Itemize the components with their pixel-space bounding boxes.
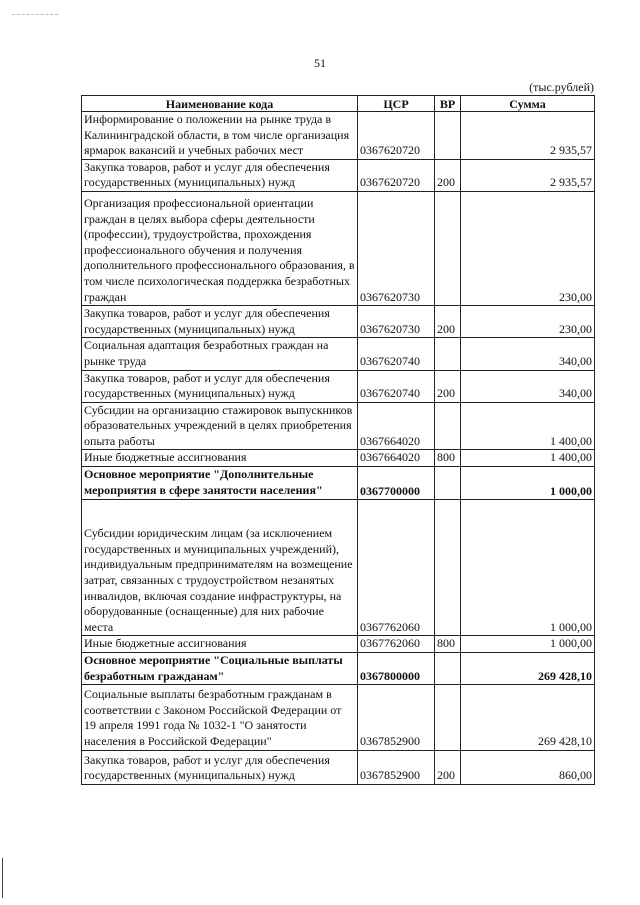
row-name: Закупка товаров, работ и услуг для обеспечения государственных (муниципальных) нужд <box>82 306 358 338</box>
row-sum: 230,00 <box>461 191 595 305</box>
scan-artifact-top <box>12 14 58 15</box>
row-csr: 0367852900 <box>358 685 435 750</box>
row-vr <box>435 112 461 160</box>
table-row <box>82 750 595 784</box>
row-sum: 1 400,00 <box>461 402 595 450</box>
row-name-text: Организация профессиональной ориентации граждан в целях выбора сферы деятельности (профессии), трудоустройства, прохождения профессионального обучения и получения дополнительного профессионального образования, в том числе психологическая поддержка безработных граждан <box>84 195 355 304</box>
header-vr: ВР <box>435 96 461 112</box>
table-row <box>82 191 595 305</box>
row-sum: 860,00 <box>461 750 595 784</box>
row-csr: 0367800000 <box>358 653 435 685</box>
row-vr <box>435 338 461 370</box>
row-csr: 0367700000 <box>358 467 435 500</box>
table-row <box>82 450 595 467</box>
row-csr: 0367620730 <box>358 191 435 305</box>
row-vr <box>435 653 461 685</box>
row-vr <box>435 402 461 450</box>
row-name: Социальные выплаты безработным гражданам в соответствии с Законом Российской Федерации от 19 апреля 1991 года № 1032-1 "О занятости населения в Российской Федерации" <box>82 685 358 750</box>
row-sum: 1 400,00 <box>461 450 595 467</box>
table-row <box>82 685 595 750</box>
row-sum: 230,00 <box>461 306 595 338</box>
row-name: Закупка товаров, работ и услуг для обеспечения государственных (муниципальных) нужд <box>82 159 358 191</box>
table-row <box>82 370 595 402</box>
row-vr: 800 <box>435 636 461 653</box>
header-name: Наименование кода <box>82 96 358 112</box>
row-sum: 269 428,10 <box>461 653 595 685</box>
table-row <box>82 338 595 370</box>
row-name: Основное мероприятие "Дополнительные мероприятия в сфере занятости населения" <box>82 467 358 500</box>
table-row <box>82 500 595 636</box>
table-row-section <box>82 653 595 685</box>
row-name: Закупка товаров, работ и услуг для обеспечения государственных (муниципальных) нужд <box>82 750 358 784</box>
header-sum: Сумма <box>461 96 595 112</box>
row-vr: 200 <box>435 159 461 191</box>
row-name <box>82 191 358 305</box>
row-csr: 0367762060 <box>358 636 435 653</box>
row-vr <box>435 191 461 305</box>
page-number: 51 <box>314 56 326 70</box>
row-sum: 1 000,00 <box>461 467 595 500</box>
table-row <box>82 306 595 338</box>
row-vr <box>435 500 461 636</box>
row-name: Основное мероприятие "Социальные выплаты безработным гражданам" <box>82 653 358 685</box>
row-name: Субсидии на организацию стажировок выпускников образовательных учреждений в целях приобретения опыта работы <box>82 402 358 450</box>
row-sum: 2 935,57 <box>461 159 595 191</box>
row-csr: 0367620720 <box>358 112 435 160</box>
header-csr: ЦСР <box>358 96 435 112</box>
units-label: (тыс.рублей) <box>529 80 594 94</box>
table-row <box>82 636 595 653</box>
row-csr: 0367620730 <box>358 306 435 338</box>
row-vr <box>435 467 461 500</box>
row-csr: 0367620720 <box>358 159 435 191</box>
row-name <box>82 500 358 636</box>
row-sum: 340,00 <box>461 370 595 402</box>
row-name: Закупка товаров, работ и услуг для обеспечения государственных (муниципальных) нужд <box>82 370 358 402</box>
row-csr: 0367664020 <box>358 402 435 450</box>
row-vr: 200 <box>435 750 461 784</box>
row-name-text: Субсидии юридическим лицам (за исключением государственных и муниципальных учреждений), индивидуальным предпринимателям на возмещение затрат, связанных с трудоустройством незанятых инвалидов, включая создание инфраструктуры, на оборудованные (оснащенные) для них рабочие места <box>84 526 353 634</box>
row-vr: 200 <box>435 370 461 402</box>
table-row-section <box>82 467 595 500</box>
row-sum: 269 428,10 <box>461 685 595 750</box>
table-row <box>82 159 595 191</box>
row-name: Иные бюджетные ассигнования <box>82 636 358 653</box>
table-row <box>82 112 595 160</box>
row-sum: 340,00 <box>461 338 595 370</box>
row-name: Информирование о положении на рынке труда в Калининградской области, в том числе организация ярмарок вакансий и учебных рабочих мест <box>82 112 358 160</box>
row-name: Социальная адаптация безработных граждан на рынке труда <box>82 338 358 370</box>
row-name: Иные бюджетные ассигнования <box>82 450 358 467</box>
scan-artifact-edge <box>2 858 3 898</box>
row-csr: 0367762060 <box>358 500 435 636</box>
table-row <box>82 402 595 450</box>
row-vr: 200 <box>435 306 461 338</box>
row-sum: 2 935,57 <box>461 112 595 160</box>
row-csr: 0367852900 <box>358 750 435 784</box>
row-sum: 1 000,00 <box>461 636 595 653</box>
header-row <box>82 96 595 112</box>
row-csr: 0367620740 <box>358 370 435 402</box>
row-csr: 0367620740 <box>358 338 435 370</box>
row-csr: 0367664020 <box>358 450 435 467</box>
row-sum: 1 000,00 <box>461 500 595 636</box>
budget-table <box>81 95 595 785</box>
row-vr: 800 <box>435 450 461 467</box>
row-vr <box>435 685 461 750</box>
